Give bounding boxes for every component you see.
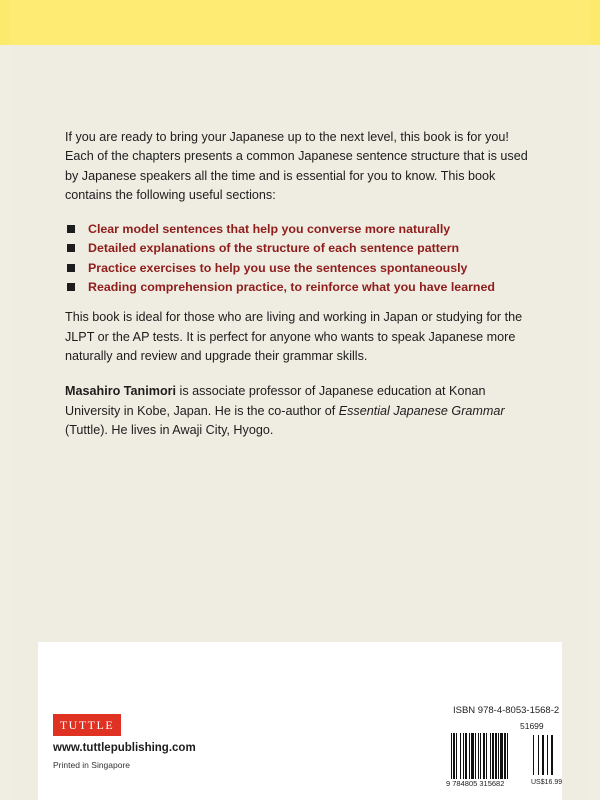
author-name: Masahiro Tanimori [65, 384, 177, 399]
intro-paragraph: If you are ready to bring your Japanese up to the next level, this book is for you! Each of the chapters presents a common Japanese sentence structure that is used by Japanese speakers all the time and is essential for you to know. This book contains the following useful sections: [65, 130, 528, 202]
publisher-panel [38, 642, 562, 800]
barcode-bar [469, 733, 470, 779]
audience-paragraph: This book is ideal for those who are living and working in Japan or studying for the JLPT or the AP tests. It is perfect for anyone who wants to speak Japanese more naturally and review and upgrade their grammar skills. [65, 310, 523, 363]
blurb-content [65, 128, 535, 440]
barcode-bar [490, 733, 491, 779]
barcode-bar [507, 733, 508, 779]
square-bullet-icon [67, 283, 75, 291]
feature-list [65, 220, 535, 297]
price-label: US$16.99 [531, 779, 563, 786]
barcode-bar [504, 733, 506, 779]
barcode-bar [480, 733, 481, 779]
barcode-bar [486, 733, 487, 779]
publisher-website[interactable]: www.tuttlepublishing.com [53, 742, 196, 754]
barcode-bar [500, 733, 503, 779]
barcode-bars [451, 733, 556, 779]
coauthored-book-title: Essential Japanese Grammar [338, 403, 505, 418]
barcode-bar [463, 733, 464, 779]
barcode-bar [478, 733, 479, 779]
feature-text: Reading comprehension practice, to reinforce what you have learned [88, 280, 495, 295]
barcode-bar [498, 733, 499, 779]
barcode-bar [453, 733, 455, 779]
bio-text-end: (Tuttle). He lives in Awaji City, Hyogo. [65, 422, 274, 437]
barcode-bar [492, 733, 494, 779]
feature-text: Detailed explanations of the structure of each sentence pattern [88, 241, 460, 256]
barcode-digits: 9 784805 315682 [446, 779, 505, 788]
barcode-addon-bar [542, 735, 544, 775]
barcode-addon-bar [547, 735, 548, 775]
barcode-bar [471, 733, 474, 779]
barcode-addon-bar [538, 735, 539, 775]
feature-item [65, 239, 535, 258]
feature-item [65, 278, 535, 297]
square-bullet-icon [67, 244, 75, 252]
barcode-bar [451, 733, 452, 779]
barcode-addon-bar [551, 735, 553, 775]
cover-top-strip [10, 0, 590, 45]
barcode-bar [465, 733, 467, 779]
feature-item [65, 259, 535, 278]
isbn-text: ISBN 978-4-8053-1568-2 [453, 705, 560, 716]
barcode-bar [483, 733, 485, 779]
barcode-bar [495, 733, 497, 779]
price-code: 51699 [520, 721, 544, 731]
feature-item [65, 220, 535, 239]
barcode-bar [460, 733, 461, 779]
printed-in: Printed in Singapore [53, 760, 131, 770]
author-bio [65, 382, 535, 440]
bio-text: is associate professor of Japanese education at Konan University in Kobe, Japan. He is the co-author of [65, 384, 486, 418]
barcode-bar [475, 733, 476, 779]
barcode-bar [456, 733, 457, 779]
barcode-addon-bar [533, 735, 534, 775]
square-bullet-icon [67, 225, 75, 233]
feature-text: Clear model sentences that help you converse more naturally [88, 222, 451, 237]
barcode [446, 721, 563, 793]
tuttle-logo: TUTTLE [53, 714, 121, 736]
feature-text: Practice exercises to help you use the sentences spontaneously [88, 260, 468, 275]
square-bullet-icon [67, 264, 75, 272]
